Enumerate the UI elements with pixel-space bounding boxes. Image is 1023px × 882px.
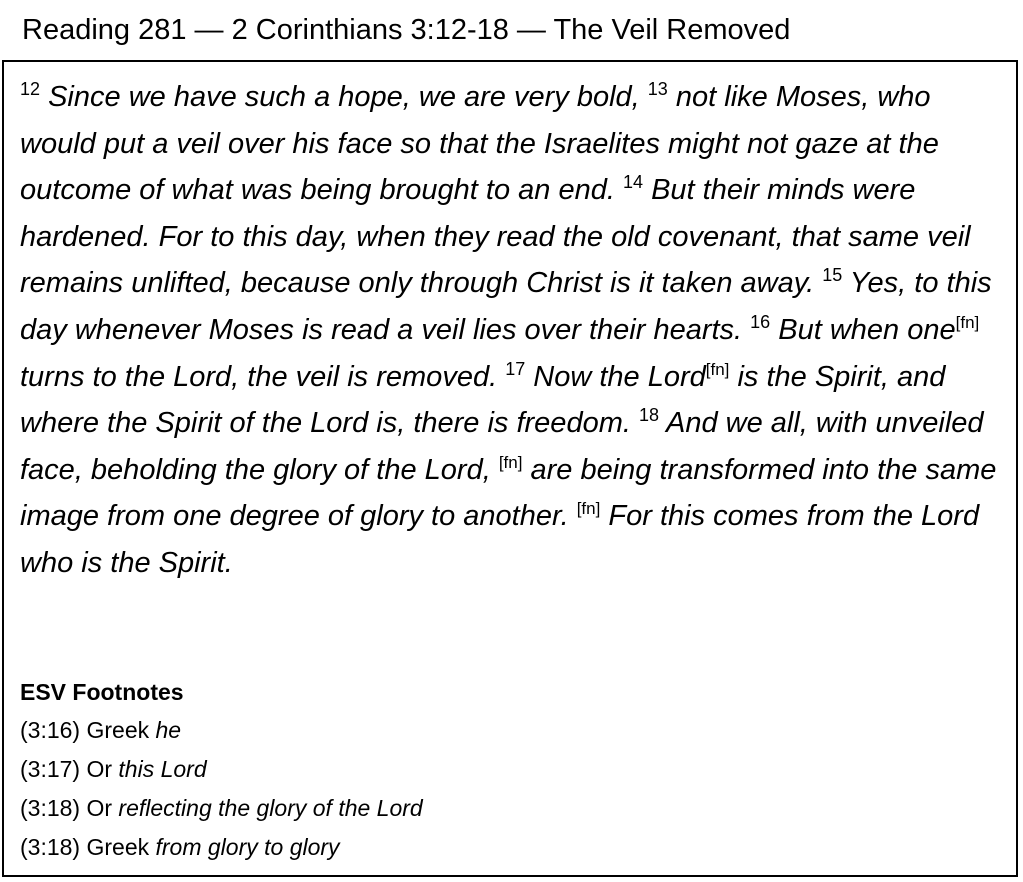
footnote-marker[interactable]: [fn] (576, 499, 601, 519)
footnote-marker[interactable]: [fn] (705, 359, 730, 379)
verse-text: not like Moses, who would put a veil over his face so that the Israelites might not gaze at the outcome of what was being brought to an end. (20, 81, 939, 207)
footnote-marker[interactable]: [fn] (498, 452, 523, 472)
footnote-ref: (3:18) Or (20, 795, 119, 821)
verse-text: And we all, with unveiled face, beholding the glory of the Lord, (20, 407, 984, 486)
verse-text: But their minds were hardened. For to this day, when they read the old covenant, that same veil remains unlifted, because only through Christ is it taken away. (20, 174, 971, 300)
reading-title: Reading 281 — 2 Corinthians 3:12-18 — The Veil Removed (22, 14, 791, 46)
footnote-item (20, 711, 1010, 750)
verse-number: 17 (505, 358, 526, 379)
footnote-ref: (3:16) Greek (20, 717, 156, 743)
verse-text: For this comes from the Lord who is the Spirit. (20, 500, 980, 579)
verse-number: 16 (750, 311, 771, 332)
verse-text: Since we have such a hope, we are very bold, (48, 81, 648, 113)
verse-text: But when one (778, 313, 956, 346)
footnote-item (20, 750, 1010, 789)
footnote-ref: (3:18) Greek (20, 834, 156, 860)
verse-text: is the Spirit, and where the Spirit of the Lord is, there is freedom. (20, 360, 946, 440)
footnote-ref: (3:17) Or (20, 756, 119, 782)
footnote-item (20, 789, 1010, 828)
verse-number: 15 (822, 265, 843, 286)
footnote-note: reflecting the glory of the Lord (118, 795, 423, 821)
footnote-note: from glory to glory (155, 834, 340, 860)
verse-number: 14 (622, 172, 643, 193)
verse-text: turns to the Lord, the veil is removed. (20, 360, 506, 393)
footnote-item (20, 828, 1010, 867)
footnote-marker[interactable]: [fn] (955, 312, 980, 332)
footnotes-section (20, 673, 1010, 867)
scripture-passage (20, 74, 1010, 587)
verse-number: 12 (20, 78, 41, 99)
verse-text: Now the Lord (533, 360, 706, 393)
verse-number: 13 (647, 78, 668, 99)
footnote-note: he (155, 717, 182, 743)
verse-text: are being transformed into the same image from one degree of glory to another. (20, 453, 997, 533)
footnote-note: this Lord (118, 756, 207, 782)
footnotes-heading: ESV Footnotes (20, 679, 184, 705)
verse-number: 18 (638, 405, 659, 425)
verse-text: Yes, to this day whenever Moses is read a veil lies over their hearts. (20, 267, 992, 346)
